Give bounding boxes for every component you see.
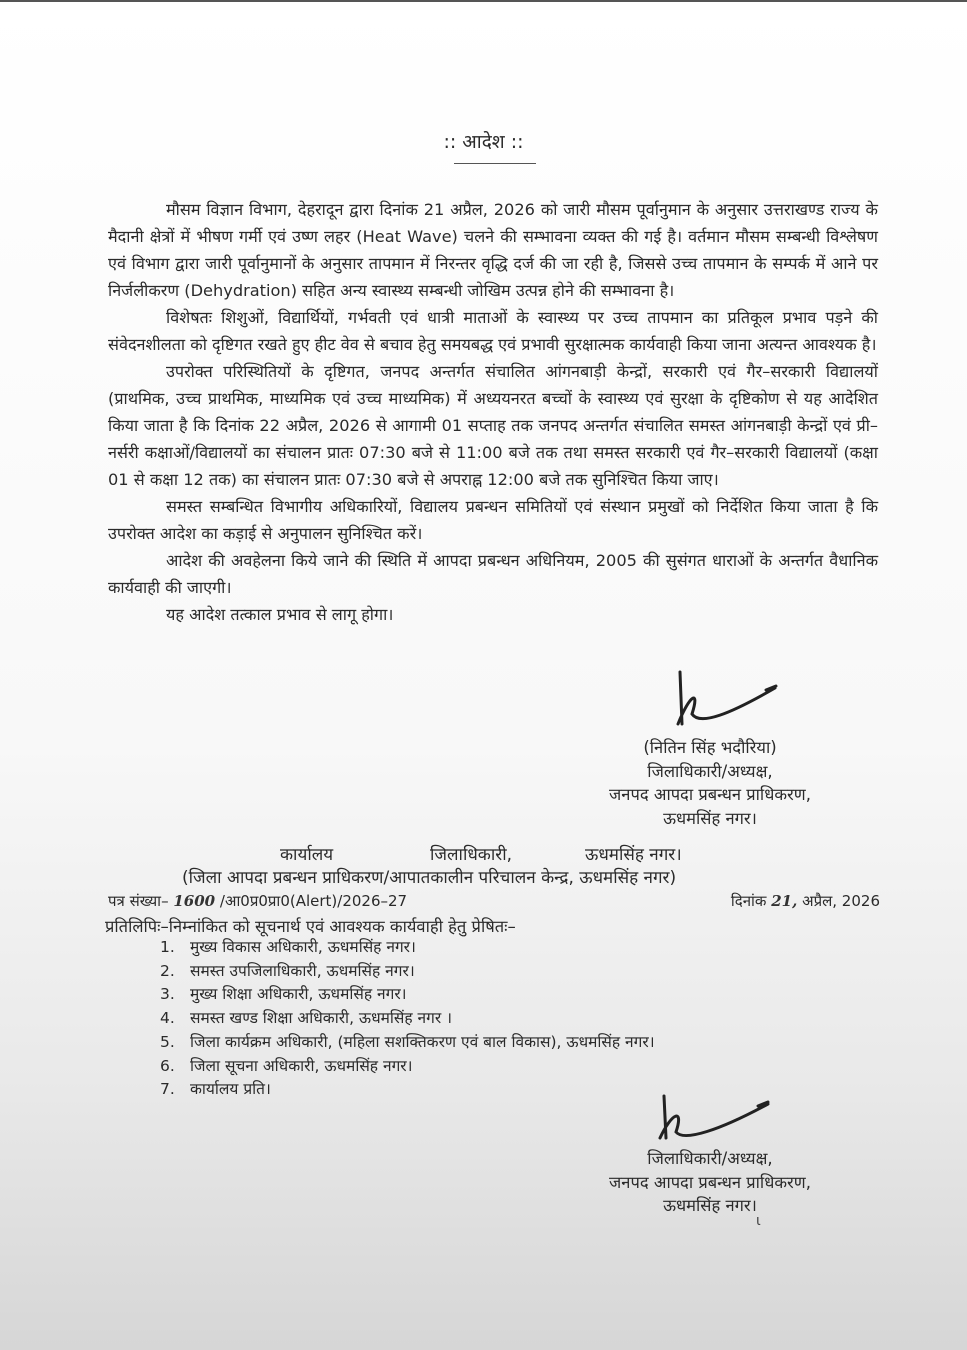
- signatory-block-2: [560, 1147, 860, 1218]
- order-body: [108, 196, 878, 628]
- list-item: [160, 960, 655, 984]
- signatory-name: (नितिन सिंह भदौरिया): [643, 738, 777, 757]
- paragraph-1: मौसम विज्ञान विभाग, देहरादून द्वारा दिनांक 21 अप्रैल, 2026 को जारी मौसम पूर्वानुमान के अनुसार उत्तराखण्ड राज्य के मैदानी क्षेत्रों में भीषण गर्मी एवं उष्ण लहर (Heat Wave) चलने की सम्भावना व्यक्त की गई है। वर्तमान मौसम सम्बन्धी विश्लेषण एवं विभाग द्वारा जारी पूर्वानुमानों के अनुसार तापमान में निरन्तर वृद्धि दर्ज की जा रही है, जिससे उच्च तापमान के सम्पर्क में आने पर निर्जलीकरण (Dehydration) सहित अन्य स्वास्थ्य सम्बन्धी जोखिम उत्पन्न होने की सम्भावना है।: [108, 200, 878, 300]
- list-item: [160, 983, 655, 1007]
- paragraph-2: विशेषतः शिशुओं, विद्यार्थियों, गर्भवती एवं धात्री माताओं के स्वास्थ्य पर उच्च तापमान का प्रतिकूल प्रभाव पड़ने की संवेदनशीलता को दृष्टिगत रखते हुए हीट वेव से बचाव हेतु समयबद्ध एवं प्रभावी सुरक्षात्मक कार्यवाही किया जाना अत्यन्त आवश्यक है।: [108, 308, 878, 354]
- office-district: ऊधमसिंह नगर।: [585, 845, 682, 865]
- date-suffix: अप्रैल, 2026: [802, 892, 880, 910]
- order-heading: :: आदेश ::: [443, 131, 524, 153]
- list-item-number: 7.: [160, 1080, 175, 1099]
- letter-number-handwritten: 1600: [173, 892, 216, 910]
- office-word: कार्यालय: [280, 845, 334, 865]
- paragraph-4: समस्त सम्बन्धित विभागीय अधिकारियों, विद्यालय प्रबन्धन समितियों एवं संस्थान प्रमुखों को निर्देशित किया जाता है कि उपरोक्त आदेश का कड़ाई से अनुपालन सुनिश्चित करें।: [108, 497, 878, 543]
- signatory-designation: जिलाधिकारी/अध्यक्ष,: [647, 761, 773, 781]
- list-item-text: मुख्य विकास अधिकारी, ऊधमसिंह नगर।: [190, 938, 416, 956]
- list-item: [160, 1007, 655, 1031]
- office-title: जिलाधिकारी,: [430, 845, 513, 865]
- office-subline: (जिला आपदा प्रबन्धन प्राधिकरण/आपातकालीन परिचालन केन्द्र, ऊधमसिंह नगर): [182, 868, 677, 888]
- date-handwritten: 21,: [771, 892, 798, 910]
- signatory-designation: जिलाधिकारी/अध्यक्ष,: [647, 1149, 773, 1168]
- paragraph-6: यह आदेश तत्काल प्रभाव से लागू होगा।: [166, 605, 394, 624]
- initial-mark: ι: [756, 1213, 761, 1229]
- list-item-number: 6.: [160, 1056, 175, 1075]
- paragraph-3: उपरोक्त परिस्थितियों के दृष्टिगत, जनपद अन्तर्गत संचालित आंगनबाड़ी केन्द्रों, सरकारी एवं गैर–सरकारी विद्यालयों (प्राथमिक, उच्च प्राथमिक, माध्यमिक एवं उच्च माध्यमिक) में अध्ययनरत बच्चों के स्वास्थ्य एवं सुरक्षा के दृष्टिकोण से यह आदेशित किया जाता है कि दिनांक 22 अप्रैल, 2026 से आगामी 01 सप्ताह तक जनपद अन्तर्गत संचालित समस्त आंगनबाड़ी केन्द्रों एवं प्री–नर्सरी कक्षाओं/विद्यालयों का संचालन प्रातः 07:30 बजे से 11:00 बजे तक तथा समस्त सरकारी एवं गैर–सरकारी विद्यालयों (कक्षा 01 से कक्षा 12 तक) का संचालन प्रातः 07:30 बजे से अपराह्न 12:00 बजे तक सुनिश्चित किया जाए।: [108, 362, 878, 489]
- list-item-number: 5.: [160, 1032, 175, 1051]
- list-item-text: कार्यालय प्रति।: [190, 1080, 271, 1099]
- list-item: [160, 1031, 655, 1055]
- signatory-authority: जनपद आपदा प्रबन्धन प्राधिकरण,: [609, 1172, 811, 1192]
- letter-number: [108, 891, 407, 911]
- signatory-block-1: [560, 736, 860, 830]
- list-item-number: 1.: [160, 938, 175, 956]
- list-item: [160, 1078, 655, 1102]
- paragraph-5: आदेश की अवहेलना किये जाने की स्थिति में आपदा प्रबन्धन अधिनियम, 2005 की सुसंगत धाराओं के अन्तर्गत वैधानिक कार्यवाही की जाएगी।: [108, 551, 878, 597]
- list-item-text: समस्त खण्ड शिक्षा अधिकारी, ऊधमसिंह नगर ।: [190, 1009, 453, 1028]
- office-header: [100, 844, 920, 890]
- letter-number-prefix: पत्र संख्या–: [108, 892, 169, 910]
- signature-1: [670, 664, 790, 734]
- list-item-text: जिला कार्यक्रम अधिकारी, (महिला सशक्तिकरण एवं बाल विकास), ऊधमसिंह नगर।: [190, 1032, 655, 1051]
- heading-underline: [454, 163, 536, 164]
- signatory-place: ऊधमसिंह नगर।: [663, 808, 757, 828]
- list-item-number: 4.: [160, 1009, 175, 1028]
- list-item-text: समस्त उपजिलाधिकारी, ऊधमसिंह नगर।: [190, 961, 415, 980]
- list-item: [160, 936, 655, 960]
- signatory-place: ऊधमसिंह नगर।: [663, 1196, 757, 1215]
- list-item-number: 3.: [160, 985, 175, 1004]
- list-item: [160, 1055, 655, 1079]
- signature-2: [650, 1090, 780, 1150]
- list-item-text: मुख्य शिक्षा अधिकारी, ऊधमसिंह नगर।: [190, 985, 407, 1004]
- letter-number-suffix: /आ0प्र0प्रा0(Alert)/2026–27: [219, 892, 408, 910]
- copy-to-intro: प्रतिलिपिः–निम्नांकित को सूचनार्थ एवं आवश्यक कार्यवाही हेतु प्रेषितः–: [105, 917, 516, 936]
- list-item-number: 2.: [160, 961, 175, 980]
- list-item-text: जिला सूचना अधिकारी, ऊधमसिंह नगर।: [190, 1056, 413, 1075]
- copy-to-list: [160, 936, 655, 1102]
- date-prefix: दिनांक: [730, 892, 767, 910]
- letter-date: [731, 891, 880, 911]
- office-line: [100, 844, 920, 867]
- signatory-authority: जनपद आपदा प्रबन्धन प्राधिकरण,: [609, 785, 811, 804]
